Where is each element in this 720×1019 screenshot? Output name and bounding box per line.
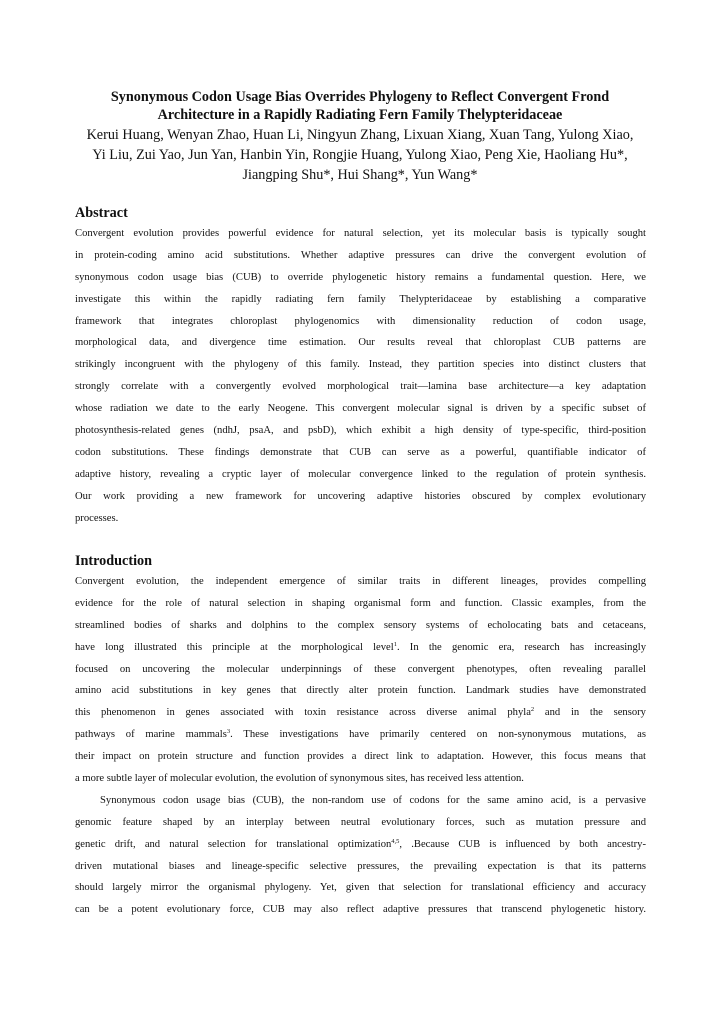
abstract-line: morphological data, and divergence time estimation. Our results reveal that chloroplast CUB patterns are xyxy=(75,337,646,349)
abstract-line: framework that integrates chloroplast phylogenomics with dimensionality reduction of codon usage, xyxy=(75,315,646,327)
intro-line: amino acid substitutions in key genes that directly alter protein function. Landmark studies have demonstrated xyxy=(75,685,646,697)
introduction-body xyxy=(75,571,646,921)
abstract-line: codon substitutions. These findings demonstrate that CUB can serve as a powerful, quantifiable indicator of xyxy=(75,446,646,458)
abstract-line: investigate this within the rapidly radiating fern family Thelypteridaceae by establishing a comparative xyxy=(75,293,646,305)
abstract-line: in protein-coding amino acid substitutions. Whether adaptive pressures can drive the convergent evolution of xyxy=(75,249,646,261)
intro-line: this phenomenon in genes associated with toxin resistance across diverse animal phyla$^2$ and in the sensory xyxy=(75,706,646,719)
intro-line: Synonymous codon usage bias (CUB), the non-random use of codons for the same amino acid, is a pervasive xyxy=(100,794,646,806)
intro-line: streamlined bodies of sharks and dolphins to the complex sensory systems of echolocating bats and cetaceans, xyxy=(75,619,646,631)
introduction-heading: Introduction xyxy=(75,553,152,569)
abstract-line: synonymous codon usage bias (CUB) to override phylogenetic history remains a fundamental question. Here, we xyxy=(75,271,646,283)
citation-marker: 1 xyxy=(393,640,397,648)
intro-line: a more subtle layer of molecular evolution, the evolution of synonymous sites, has received less attention. xyxy=(75,773,524,785)
intro-line: genomic feature shaped by an interplay between neutral evolutionary forces, such as mutation pressure and xyxy=(75,816,646,828)
citation-marker: 3 xyxy=(226,728,231,736)
abstract-line: adaptive history, revealing a cryptic layer of molecular convergence linked to the regulation of protein synthesis. xyxy=(75,468,646,480)
abstract-line: whose radiation we date to the early Neogene. This convergent molecular signal is driven by a specific subset of xyxy=(75,403,646,415)
intro-line: pathways of marine mammals$^3$. These investigations have primarily centered on non-synonymous mutations, as xyxy=(75,728,646,741)
intro-line: genetic drift, and natural selection for translational optimization$^{4,5}$, .Because CUB is influenced by both ancestry- xyxy=(75,837,647,850)
intro-line: Convergent evolution, the independent emergence of similar traits in different lineages, provides compelling xyxy=(75,576,646,587)
intro-line: their impact on protein structure and function provides a direct link to adaptation. However, this focus means that xyxy=(75,751,646,763)
author-line: Yi Liu, Zui Yao, Jun Yan, Hanbin Yin, Rongjie Huang, Yulong Xiao, Peng Xie, Haoliang Hu*, xyxy=(92,147,628,163)
intro-line: driven mutational biases and lineage-specific selective pressures, the prevailing expectation is that its patterns xyxy=(75,860,646,872)
intro-line: evidence for the role of natural selection in shaping organismal form and function. Classic examples, from the xyxy=(75,597,646,609)
abstract-body xyxy=(75,223,646,529)
title-line: Synonymous Codon Usage Bias Overrides Phylogeny to Reflect Convergent Frond xyxy=(110,89,610,105)
intro-line: have long illustrated this principle at the morphological level$^1$. In the genomic era, research has increasingly xyxy=(75,640,646,653)
abstract-line: strongly correlate with a convergently evolved morphological trait—lamina base architecture—a key adaptation xyxy=(75,381,646,393)
intro-line: can be a potent evolutionary force, CUB may also reflect adaptive pressures that transcend phylogenetic history. xyxy=(75,904,646,916)
abstract-line: processes. xyxy=(75,512,119,524)
intro-line: should largely mirror the organismal phylogeny. Yet, given that selection for translational efficiency and accuracy xyxy=(75,882,646,894)
author-line: Jiangping Shu*, Hui Shang*, Yun Wang* xyxy=(242,167,478,183)
citation-marker: 2 xyxy=(530,706,535,714)
abstract-line: photosynthesis-related genes (ndhJ, psaA, and psbD), which exhibit a high density of type-specific, third-position xyxy=(75,425,646,437)
author-line: Kerui Huang, Wenyan Zhao, Huan Li, Ningyun Zhang, Lixuan Xiang, Xuan Tang, Yulong Xiao, xyxy=(86,127,634,143)
author-list xyxy=(60,125,660,185)
intro-line: focused on uncovering the molecular underpinnings of these convergent phenotypes, often revealing parallel xyxy=(75,663,646,675)
abstract-line: strikingly incongruent with the phylogeny of this family. Instead, they partition species into distinct clusters that xyxy=(75,359,646,371)
citation-marker: 4,5 xyxy=(391,837,400,845)
abstract-line: Convergent evolution provides powerful evidence for natural selection, yet its molecular basis is typically sought xyxy=(75,228,646,239)
abstract-line: Our work providing a new framework for uncovering adaptive histories obscured by complex evolutionary xyxy=(75,490,646,502)
title-line: Architecture in a Rapidly Radiating Fern Family Thelypteridaceae xyxy=(157,107,563,123)
abstract-heading: Abstract xyxy=(75,205,128,221)
paper-title xyxy=(60,88,660,124)
